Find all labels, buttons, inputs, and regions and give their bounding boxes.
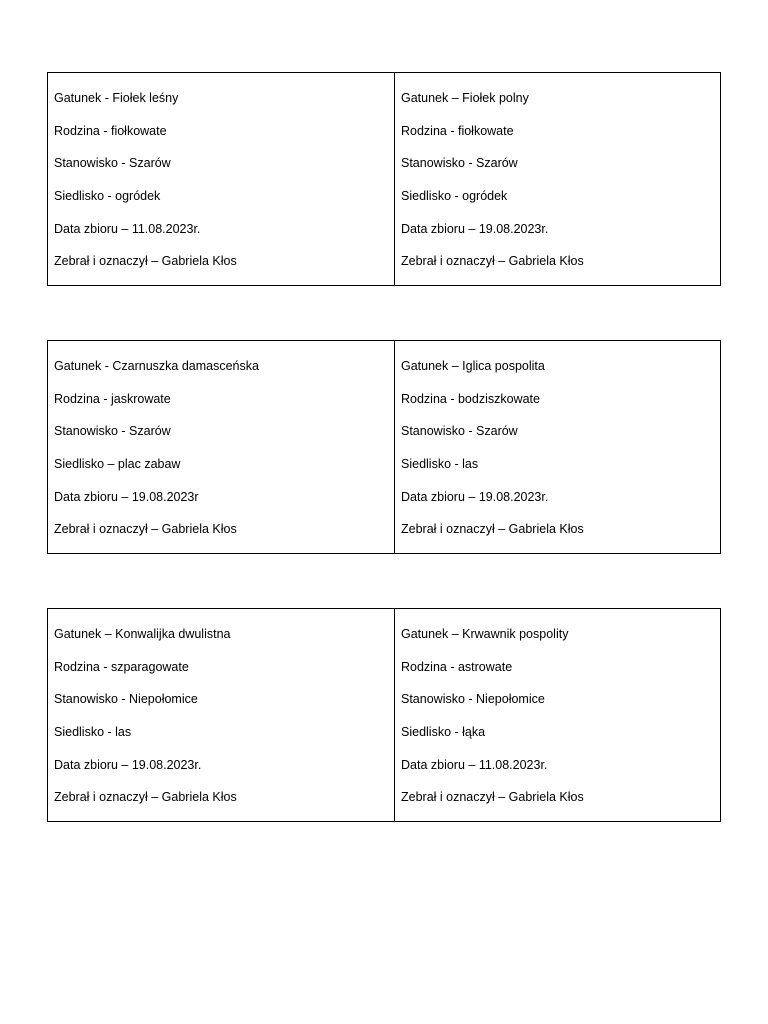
species-line: Gatunek – Konwalijka dwulistna — [54, 627, 231, 641]
locality-line: Stanowisko - Szarów — [54, 424, 171, 439]
habitat-line: Siedlisko - ogródek — [401, 189, 508, 204]
locality-line: Stanowisko - Szarów — [401, 424, 518, 439]
herbarium-label — [395, 609, 720, 821]
collection-date-line: Data zbioru – 11.08.2023r. — [54, 221, 201, 236]
locality-line: Stanowisko - Szarów — [54, 156, 171, 171]
collection-date-line: Data zbioru – 19.08.2023r. — [401, 221, 549, 236]
locality-line: Stanowisko - Szarów — [401, 156, 518, 171]
collector-line: Zebrał i oznaczył – Gabriela Kłos — [54, 254, 237, 269]
family-line: Rodzina - astrowate — [401, 659, 513, 674]
collection-date-line: Data zbioru – 19.08.2023r — [54, 489, 199, 504]
label-table — [47, 608, 721, 822]
collector-line: Zebrał i oznaczył – Gabriela Kłos — [401, 522, 584, 537]
family-line: Rodzina - szparagowate — [54, 659, 189, 674]
herbarium-label — [48, 73, 395, 285]
habitat-line: Siedlisko - las — [401, 457, 479, 472]
locality-line: Stanowisko - Niepołomice — [54, 692, 198, 707]
species-line: Gatunek - Czarnuszka damasceńska — [54, 359, 259, 373]
habitat-line: Siedlisko – plac zabaw — [54, 457, 181, 472]
species-line: Gatunek – Krwawnik pospolity — [401, 627, 569, 641]
herbarium-label — [48, 341, 395, 553]
collection-date-line: Data zbioru – 11.08.2023r. — [401, 757, 548, 772]
collection-date-line: Data zbioru – 19.08.2023r. — [401, 489, 549, 504]
herbarium-label — [395, 341, 720, 553]
habitat-line: Siedlisko - łąka — [401, 725, 486, 740]
family-line: Rodzina - fiołkowate — [54, 123, 167, 138]
habitat-line: Siedlisko - las — [54, 725, 132, 740]
species-line: Gatunek – Iglica pospolita — [401, 359, 545, 373]
family-line: Rodzina - jaskrowate — [54, 391, 171, 406]
family-line: Rodzina - fiołkowate — [401, 123, 514, 138]
habitat-line: Siedlisko - ogródek — [54, 189, 161, 204]
collector-line: Zebrał i oznaczył – Gabriela Kłos — [401, 254, 584, 269]
label-table — [47, 72, 721, 286]
herbarium-label — [395, 73, 720, 285]
locality-line: Stanowisko - Niepołomice — [401, 692, 545, 707]
label-table — [47, 340, 721, 554]
collection-date-line: Data zbioru – 19.08.2023r. — [54, 757, 202, 772]
species-line: Gatunek - Fiołek leśny — [54, 91, 179, 105]
collector-line: Zebrał i oznaczył – Gabriela Kłos — [401, 790, 584, 805]
collector-line: Zebrał i oznaczył – Gabriela Kłos — [54, 790, 237, 805]
species-line: Gatunek – Fiołek polny — [401, 91, 529, 105]
collector-line: Zebrał i oznaczył – Gabriela Kłos — [54, 522, 237, 537]
herbarium-label — [48, 609, 395, 821]
family-line: Rodzina - bodziszkowate — [401, 391, 540, 406]
